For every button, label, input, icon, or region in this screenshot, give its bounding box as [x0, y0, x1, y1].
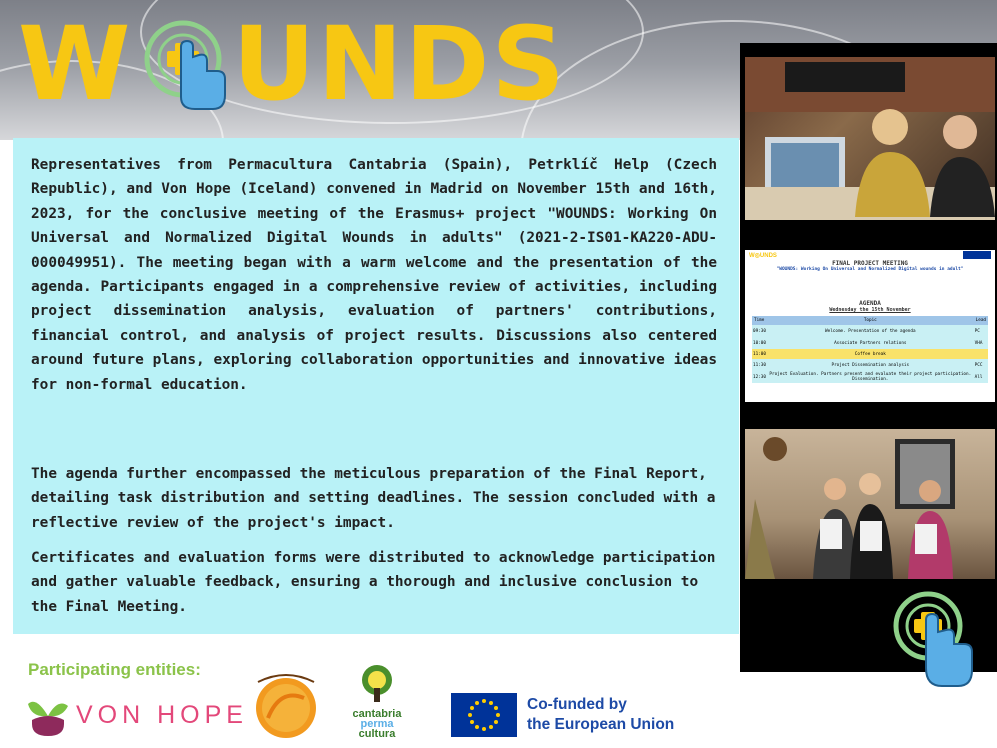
agenda-title: FINAL PROJECT MEETING: [832, 260, 908, 267]
photo-agenda-document: [745, 250, 995, 402]
eu-cofunded-logo: [451, 693, 674, 737]
eu-line-1: Co-funded by: [527, 696, 627, 713]
table-row: 11:30 Project Dissemination analysis PCC: [752, 359, 988, 371]
eu-flag-icon: [451, 693, 517, 737]
logo-letter-w: W: [18, 5, 133, 124]
agenda-header-row: Time Topic Lead: [754, 318, 986, 323]
tree-icon: [357, 664, 397, 704]
photo-certificates: [745, 429, 995, 579]
participating-entities-label: Participating entities:: [28, 660, 201, 679]
article-paragraph-3: Certificates and evaluation forms were distributed to acknowledge participation and gather valuable feedback, ensuring a thorough and inclusive conclusion to the Final Meeting.: [31, 550, 716, 615]
agenda-logo: W◎UNDS: [749, 252, 777, 259]
cantabria-permacultura-logo: [352, 664, 402, 739]
photo-column: [740, 43, 997, 672]
article-body: [13, 138, 739, 634]
von-hope-logo: [28, 694, 248, 736]
agenda-table: [752, 316, 988, 383]
hand-touch-icon: [890, 590, 980, 690]
photo-meeting: [745, 57, 995, 220]
table-row: 12:30 Project Evaluation. Partners present and evaluate their project participation. Dissemination. All: [752, 371, 988, 383]
agenda-subtitle: "WOUNDS: Working On Universal and Normalized Digital wounds in adult": [776, 267, 964, 272]
eu-line-2: the European Union: [527, 716, 675, 733]
eu-cofunded-text: [527, 695, 674, 735]
cultura-text: cultura: [358, 728, 396, 740]
perma-text: perma: [360, 718, 394, 730]
logo-hand-icon: [135, 17, 231, 113]
table-row: 10:00 Associate Partners relations VHA: [752, 337, 988, 349]
agenda-eu-flag: [963, 251, 991, 259]
von-hope-sprout-icon: [28, 694, 68, 736]
article-paragraph-2: The agenda further encompassed the meticulous preparation of the Final Report, detailing task distribution and setting deadlines. The session concluded with a reflective review of the project's impact.: [31, 466, 716, 531]
petrklic-help-logo: [250, 668, 322, 740]
von-hope-text: VON HOPE: [76, 700, 248, 729]
cantabria-text: cantabria: [352, 708, 402, 720]
wounds-logo: [18, 5, 567, 124]
table-row: 11:00 Coffee break: [752, 349, 988, 359]
agenda-section: AGENDA: [859, 300, 881, 307]
logo-letters-unds: UNDS: [232, 5, 567, 124]
table-row: 09:30 Welcome. Presentation of the agenda PC: [752, 325, 988, 337]
article-paragraph-1: Representatives from Permacultura Cantabria (Spain), Petrklíč Help (Czech Republic), and Von Hope (Iceland) convened in Madrid on November 15th and 16th, 2023, for the conclusive meeting of the Erasmus+ project "WOUNDS: Working On Universal and Normalized Digital Wounds in adults" (2021-2-IS01-KA220-ADU-000049951). The meeting began with a warm welcome and the presentation of the agenda. Participants engaged in a comprehensive review of activities, including project dissemination analysis, evaluation of partners' contributions, financial control, and analysis of project results. Discussions also centered around future plans, exploring collaboration opportunities and innovative ideas for non-formal education.: [31, 157, 717, 393]
agenda-day: Wednesday the 15th November: [829, 307, 911, 313]
